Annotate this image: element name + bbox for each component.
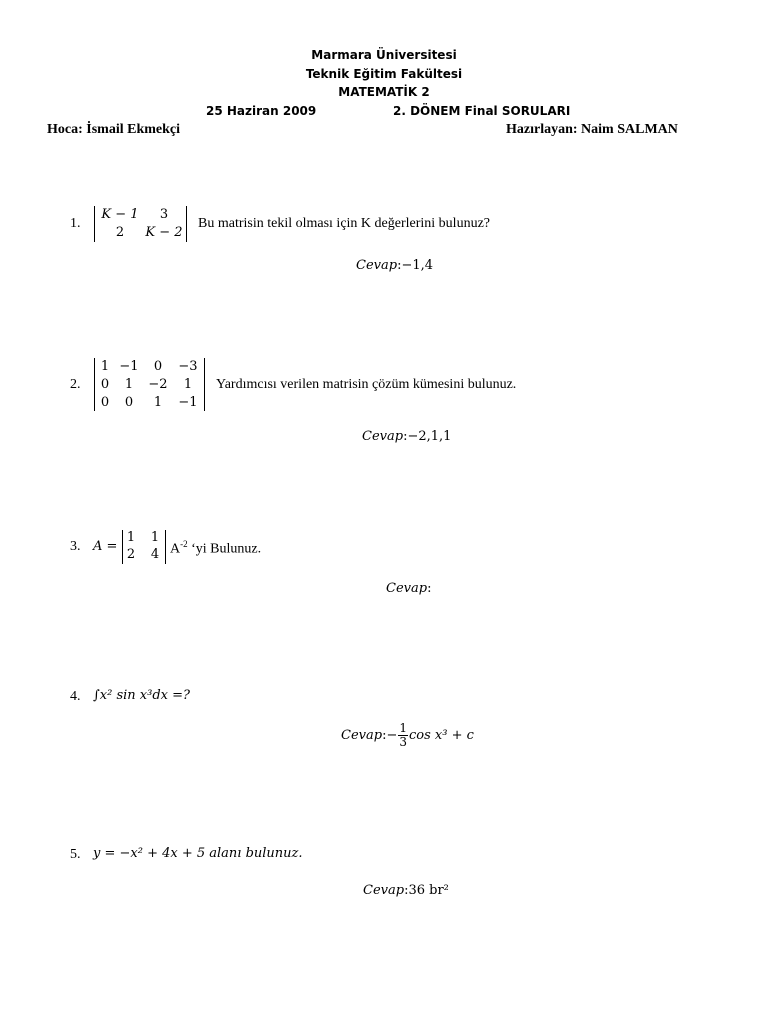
matrix-cell: 4 (150, 547, 160, 562)
matrix-cell: 0 (100, 395, 110, 410)
answer-label: Cevap (356, 258, 398, 273)
answer-label: Cevap (363, 883, 405, 898)
fraction-numerator: 1 (399, 721, 407, 735)
faculty-name: Teknik Eğitim Fakültesi (305, 67, 463, 81)
answer-label: Cevap (341, 728, 383, 743)
fraction-denominator: 3 (399, 735, 407, 749)
answer-fraction (398, 722, 408, 749)
matrix-cell: K − 1 (101, 207, 139, 222)
matrix-2 (94, 358, 205, 411)
matrix-cell: −2 (148, 377, 168, 392)
matrix-cell: −1 (178, 395, 198, 410)
question-number: 1. (70, 216, 81, 231)
question-number: 2. (70, 377, 81, 392)
matrix-cell: 1 (183, 377, 193, 392)
answer: Cevap:−2,1,1 (362, 429, 452, 444)
question-number: 3. (70, 539, 81, 554)
answer-value: −2,1,1 (407, 429, 452, 444)
prepared-by: Hazırlayan: Naim SALMAN (506, 122, 678, 137)
answer: Cevap: (386, 581, 432, 596)
question-text (170, 539, 261, 558)
area-expression: y = −x² + 4x + 5 alanı bulunuz. (93, 846, 303, 861)
answer: Cevap:36 br² (363, 883, 449, 898)
question-text: Yardımcısı verilen matrisin çözüm kümesini bulunuz. (216, 377, 517, 392)
matrix-1 (94, 206, 187, 242)
matrix-cell: 1 (150, 530, 160, 545)
answer: Cevap:− $\frac{1}{3}$ cos x³ + c (341, 721, 474, 749)
matrix-cell: 1 (124, 377, 134, 392)
matrix-cell: K − 2 (145, 225, 183, 240)
answer-sign: − (386, 728, 398, 743)
matrix-cell: 2 (115, 225, 125, 240)
answer-label: Cevap (386, 581, 428, 596)
answer-label: Cevap (362, 429, 404, 444)
matrix-cell: 0 (153, 359, 163, 374)
matrix-3 (122, 530, 166, 564)
matrix-cell: −1 (119, 359, 139, 374)
matrix-cell: 2 (126, 547, 136, 562)
exam-date: 25 Haziran 2009 (206, 104, 317, 118)
inverse-base: A (170, 541, 181, 557)
matrix-cell: 1 (126, 530, 136, 545)
answer-tail: cos x³ + c (409, 728, 474, 743)
instructor-name: Hoca: İsmail Ekmekçi (47, 122, 180, 137)
question-number: 4. (70, 689, 81, 704)
inverse-text: ‘yi Bulunuz. (191, 541, 262, 557)
matrix-cell: 0 (124, 395, 134, 410)
inverse-exponent: -2 (180, 539, 188, 549)
matrix-cell: 3 (159, 207, 169, 222)
integral-expression: ∫x² sin x³dx =? (93, 688, 190, 703)
matrix-cell: 1 (153, 395, 163, 410)
course-name: MATEMATİK 2 (338, 85, 430, 99)
question-text: Bu matrisin tekil olması için K değerlerini bulunuz? (198, 216, 490, 231)
answer-value: 36 br² (408, 883, 449, 898)
answer-value: −1,4 (401, 258, 434, 273)
matrix-cell: 1 (100, 359, 110, 374)
answer: Cevap:−1,4 (356, 258, 434, 273)
question-number: 5. (70, 847, 81, 862)
university-name: Marmara Üniversitesi (311, 48, 457, 62)
matrix-lhs: A = (93, 539, 118, 554)
exam-title: 2. DÖNEM Final SORULARI (393, 104, 571, 118)
matrix-cell: 0 (100, 377, 110, 392)
matrix-cell: −3 (178, 359, 198, 374)
